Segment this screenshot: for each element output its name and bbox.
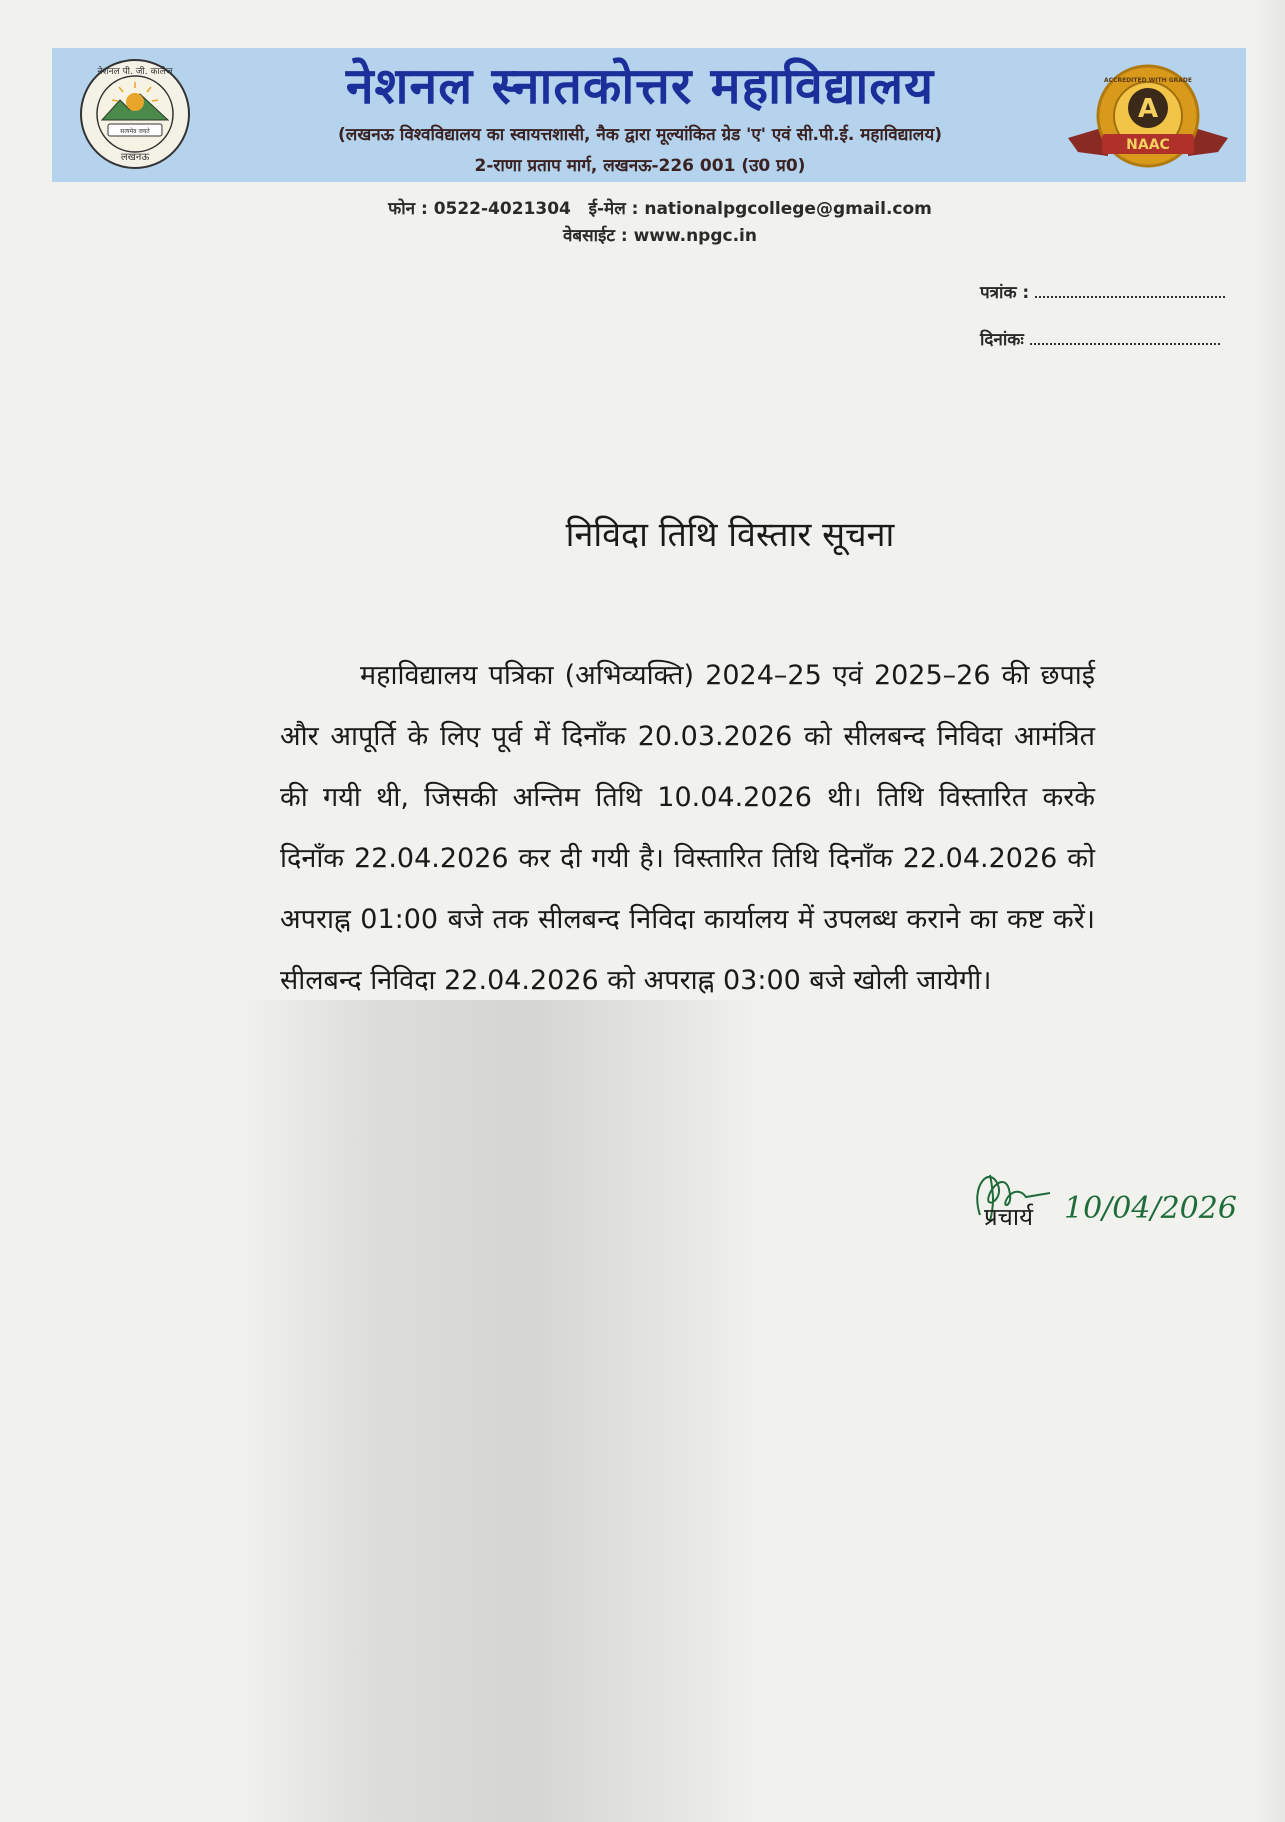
naac-grade: A bbox=[1137, 94, 1159, 124]
phone-label: फोन : bbox=[388, 199, 428, 219]
date-blank bbox=[1030, 333, 1220, 345]
paper-shadow bbox=[240, 1000, 760, 1822]
reference-label: पत्रांक : bbox=[980, 283, 1030, 303]
logo-top-text: नेशनल पी. जी. कालेज bbox=[97, 67, 173, 77]
college-subtitle: (लखनऊ विश्वविद्यालय का स्वायत्तशासी, नैक द्वारा मूल्यांकित ग्रेड 'ए' एवं सी.पी.ई. महाविद्यालय) bbox=[338, 125, 942, 145]
notice-body-text: महाविद्यालय पत्रिका (अभिव्यक्ति) 2024–25 एवं 2025–26 की छपाई और आपूर्ति के लिए पूर्व में दिनाँक 20.03.2026 को सीलबन्द निविदा आमंत्रित की गयी थी, जिसकी अन्तिम तिथि 10.04.2026 थी। तिथि विस्तारित करके दिनाँक 22.04.2026 कर दी गयी है। विस्तारित तिथि दिनाँक 22.04.2026 को अपराह्न 01:00 बजे तक सीलबन्द निविदा कार्यालय में उपलब्ध कराने का कष्ट करें। सीलबन्द निविदा 22.04.2026 को अपराह्न 03:00 बजे खोली जायेगी। bbox=[280, 660, 1095, 996]
college-address: 2-राणा प्रताप मार्ग, लखनऊ-226 001 (उ0 प्र0) bbox=[474, 156, 806, 176]
paper-edge-shadow bbox=[1255, 0, 1285, 1822]
reference-blank bbox=[1035, 286, 1225, 298]
notice-heading: निविदा तिथि विस्तार सूचना bbox=[565, 515, 895, 555]
website-label: वेबसाईट : bbox=[562, 226, 628, 246]
contact-line-2 bbox=[260, 223, 1060, 246]
website-url: www.npgc.in bbox=[633, 226, 757, 246]
principal-designation: प्रचार्य bbox=[984, 1203, 1034, 1231]
college-name: नेशनल स्नातकोत्तर महाविद्यालय bbox=[345, 57, 935, 115]
date-row bbox=[980, 327, 1220, 350]
logo-bottom-text: लखनऊ bbox=[120, 152, 150, 163]
notice-body bbox=[280, 645, 1095, 1011]
phone-number: 0522-4021304 bbox=[433, 199, 571, 219]
handwritten-date: 10/04/2026 bbox=[1064, 1191, 1237, 1226]
college-logo bbox=[78, 54, 192, 174]
email-address: nationalpgcollege@gmail.com bbox=[644, 199, 932, 219]
date-label: दिनांकः bbox=[980, 330, 1024, 350]
contact-line-1 bbox=[260, 196, 1060, 219]
naac-label: NAAC bbox=[1126, 137, 1170, 153]
naac-badge bbox=[1068, 60, 1228, 178]
logo-banner-text: सत्यमेव जयते bbox=[120, 128, 150, 135]
reference-number-row bbox=[980, 280, 1225, 303]
email-label: ई-मेल : bbox=[588, 199, 639, 219]
naac-ring-text: ACCREDITED WITH GRADE bbox=[1104, 77, 1192, 84]
